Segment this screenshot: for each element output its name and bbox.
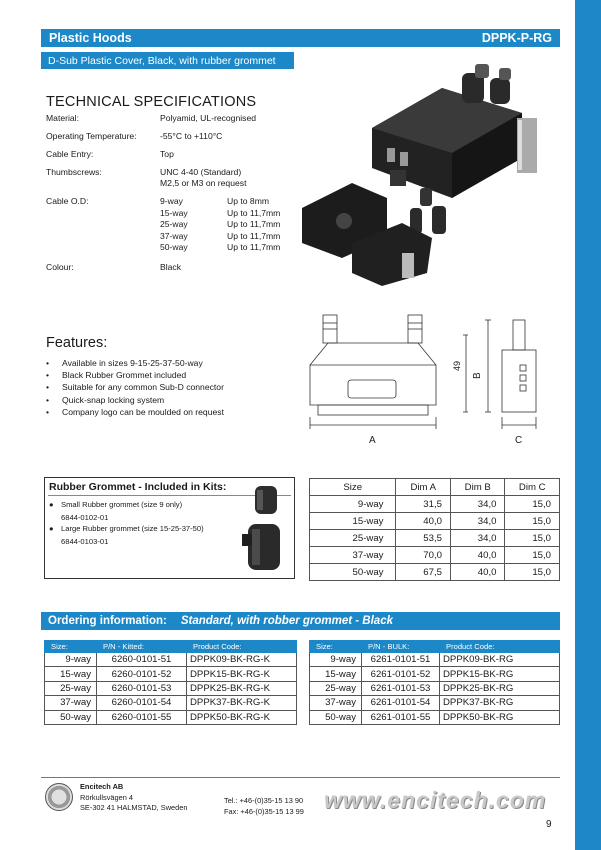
kitted-table — [44, 640, 297, 725]
dim-49-label: 49 — [452, 360, 462, 371]
col-header: Size — [310, 479, 396, 496]
features-heading: Features: — [46, 335, 108, 351]
od-value: Up to 11,7mm — [227, 207, 281, 218]
product-photo — [292, 58, 562, 288]
list-item: • Available in sizes 9-15-25-37-50-way — [46, 358, 203, 368]
grommet-box: Rubber Grommet - Included in Kits: ● Small Rubber grommet (size 9 only) 6844-0102-01 ● Large Rubber grommet (size 15-25-37-50) 6844-0103-01 — [44, 477, 295, 579]
table-row: 25-way 53,5 34,0 15,0 — [310, 530, 560, 547]
list-item: • Suitable for any common Sub-D connector — [46, 382, 224, 393]
ordering-subheading: Standard, with robber grommet - Black — [180, 615, 393, 627]
table-header-row — [310, 479, 560, 496]
grommet-code: 6844-0103-01 — [61, 537, 109, 546]
grommet-name: Small Rubber grommet (size 9 only) — [61, 500, 183, 509]
spec-value: -55°C to +110°C — [160, 131, 223, 141]
od-way: 37-way — [160, 230, 188, 241]
od-way: 15-way — [160, 207, 188, 218]
spec-label: Material: — [46, 113, 79, 123]
col-header: Dim C — [505, 479, 560, 496]
table-header-row: Size: P/N - Kitted: Product Code: — [45, 641, 297, 653]
dim-b-label: B — [472, 372, 483, 379]
table-row: 9-way 31,5 34,0 15,0 — [310, 496, 560, 513]
bulk-table — [309, 640, 560, 725]
table-row: 37-way 6260-0101-54 DPPK37-BK-RG-K — [45, 696, 297, 710]
certification-seal-icon — [45, 783, 73, 811]
spec-value: UNC 4-40 (Standard) — [160, 167, 242, 177]
table-row: 50-way 67,5 40,0 15,0 — [310, 564, 560, 581]
page-title: Plastic Hoods — [49, 31, 132, 45]
list-item: • Quick-snap locking system — [46, 394, 165, 405]
city: SE-302 41 HALMSTAD, Sweden — [80, 803, 188, 812]
title-bar — [41, 29, 560, 47]
od-value: Up to 11,7mm — [227, 242, 281, 252]
table-row: 25-way 6260-0101-53 DPPK25-BK-RG-K — [45, 681, 297, 695]
company-name: Encitech AB — [80, 782, 124, 791]
fax: Fax: +46-(0)35-15 13 99 — [224, 806, 304, 816]
spec-label: Colour: — [46, 262, 74, 272]
open-hood-halves-image — [302, 183, 432, 286]
od-way: 25-way — [160, 219, 188, 229]
street: Rörkullsvägen 4 — [80, 792, 133, 802]
table-row: 37-way 70,0 40,0 15,0 — [310, 547, 560, 564]
table-header-row: Size: P/N - BULK: Product Code: — [310, 641, 560, 653]
telephone: Tel.: +46-(0)35-15 13 90 — [224, 796, 304, 805]
company-address — [80, 782, 188, 814]
website-url[interactable]: www.encitech.com — [324, 787, 547, 813]
company-contact — [224, 796, 304, 817]
spec-value: Black — [160, 262, 182, 272]
spec-label: Cable O.D: — [46, 196, 89, 206]
spec-label: Thumbscrews: — [46, 167, 102, 177]
grommet-code: 6844-0102-01 — [61, 513, 109, 522]
dim-c-label: C — [515, 435, 523, 446]
table-row: 37-way 6261-0101-54 DPPK37-BK-RG — [310, 696, 560, 710]
technical-drawing — [308, 305, 548, 450]
dimensions-table — [309, 478, 560, 581]
od-value: Up to 8mm — [227, 196, 270, 206]
spec-label: Cable Entry: — [46, 149, 94, 159]
table-row: 50-way 6260-0101-55 DPPK50-BK-RG-K — [45, 710, 297, 724]
table-row: 50-way 6261-0101-55 DPPK50-BK-RG — [310, 710, 560, 724]
ordering-bar — [41, 612, 560, 630]
table-row: 15-way 40,0 34,0 15,0 — [310, 513, 560, 530]
list-item: • Black Rubber Grommet included — [46, 370, 187, 381]
spec-label: Operating Temperature: — [46, 131, 137, 141]
list-item: • Company logo can be moulded on request — [46, 406, 224, 417]
table-row: 15-way 6260-0101-52 DPPK15-BK-RG-K — [45, 667, 297, 681]
spec-value: Polyamid, UL-recognised — [160, 113, 257, 123]
od-value: Up to 11,7mm — [227, 219, 281, 229]
footer-divider — [41, 777, 560, 778]
col-header: Dim B — [450, 479, 505, 496]
spec-value: M2,5 or M3 on request — [160, 178, 247, 188]
od-value: Up to 11,7mm — [227, 230, 281, 241]
features-list — [46, 357, 224, 418]
col-header: Dim A — [396, 479, 451, 496]
subtitle-bar — [41, 52, 294, 69]
table-row: 9-way 6260-0101-51 DPPK09-BK-RG-K — [45, 653, 297, 667]
table-row: 25-way 6261-0101-53 DPPK25-BK-RG — [310, 681, 560, 695]
table-row: 15-way 6261-0101-52 DPPK15-BK-RG — [310, 667, 560, 681]
page-number: 9 — [546, 819, 552, 830]
ordering-heading: Ordering information: — [48, 615, 167, 627]
front-view-drawing — [310, 315, 436, 429]
spec-value: Top — [160, 149, 174, 159]
od-way: 50-way — [160, 242, 188, 252]
grommet-title: Rubber Grommet - Included in Kits: — [49, 481, 227, 493]
side-accent-bar — [575, 0, 601, 850]
table-row: 9-way 6261-0101-51 DPPK09-BK-RG — [310, 653, 560, 667]
product-code: DPPK-P-RG — [481, 31, 552, 45]
dim-a-label: A — [369, 435, 376, 446]
tech-spec-heading: TECHNICAL SPECIFICATIONS — [46, 94, 257, 110]
grommet-name: Large Rubber grommet (size 15-25-37-50) — [61, 524, 204, 533]
grommet-image — [240, 484, 290, 576]
subtitle: D-Sub Plastic Cover, Black, with rubber grommet — [48, 54, 276, 67]
od-way: 9-way — [160, 196, 183, 206]
